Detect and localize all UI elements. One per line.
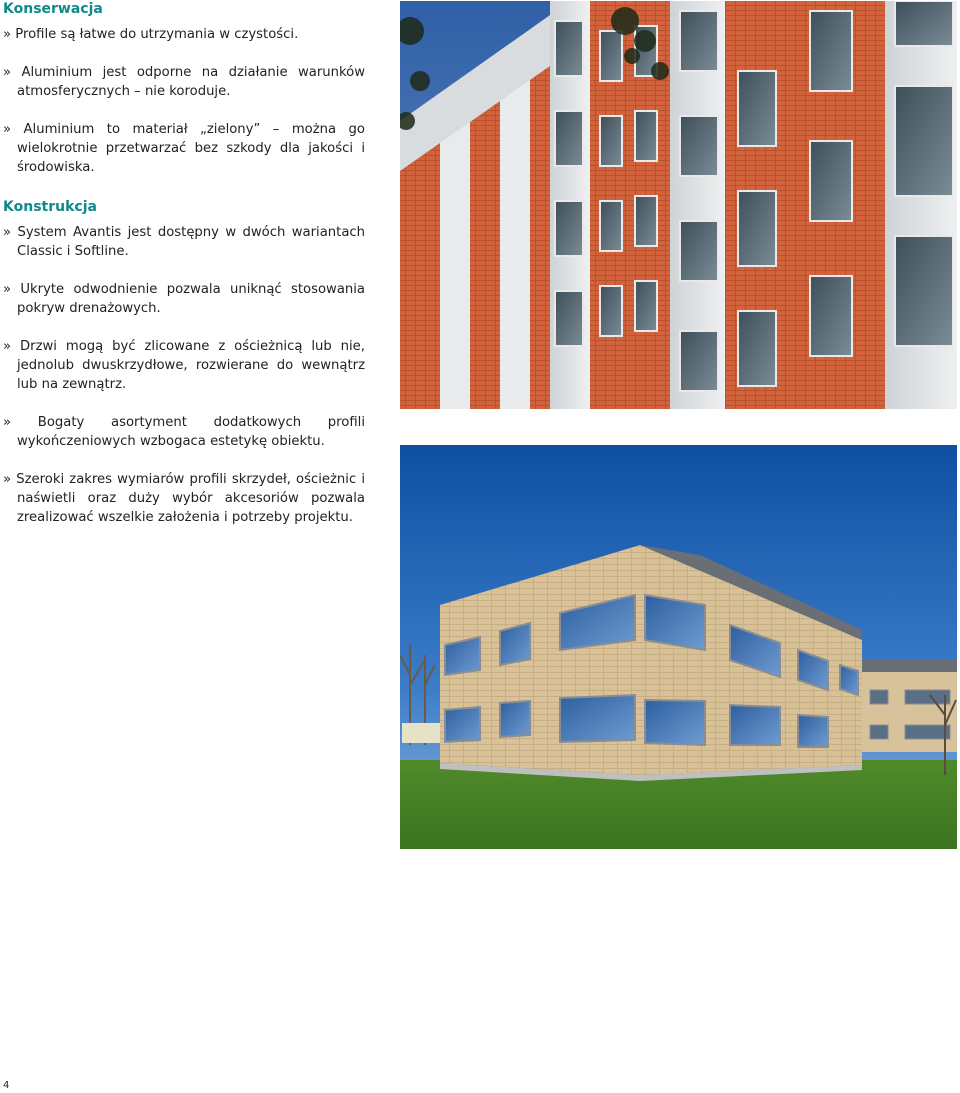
- bullet-item: » Drzwi mogą być zlicowane z ościeżnicą lub nie, jednolub dwuskrzydłowe, rozwierane do wewnątrz lub na zewnątrz.: [3, 337, 365, 394]
- section-title-konserwacja: Konserwacja: [3, 1, 103, 17]
- bullet-item: » Aluminium jest odporne na działanie warunków atmosferycznych – nie koroduje.: [3, 63, 365, 101]
- bullet-item: » Profile są łatwe do utrzymania w czystości.: [3, 25, 365, 44]
- bullet-item: » Aluminium to materiał „zielony” – można go wielokrotnie przetwarzać bez szkody dla jakości i środowiska.: [3, 120, 365, 177]
- text-column: [3, 0, 365, 527]
- section-title-konstrukcja: Konstrukcja: [3, 199, 97, 215]
- photo-brick-facade: [400, 1, 957, 409]
- bullet-item: » Ukryte odwodnienie pozwala uniknąć stosowania pokryw drenażowych.: [3, 280, 365, 318]
- bullet-item: » Szeroki zakres wymiarów profili skrzydeł, ościeżnic i naświetli oraz duży wybór akcesoriów pozwala zrealizować wszelkie założenia i potrzeby projektu.: [3, 470, 365, 527]
- bullet-item: » Bogaty asortyment dodatkowych profili wykończeniowych wzbogaca estetykę obiektu.: [3, 413, 365, 451]
- page-number: 4: [3, 1080, 10, 1091]
- bullet-item: » System Avantis jest dostępny w dwóch wariantach Classic i Softline.: [3, 223, 365, 261]
- photo-office-building: [400, 445, 957, 849]
